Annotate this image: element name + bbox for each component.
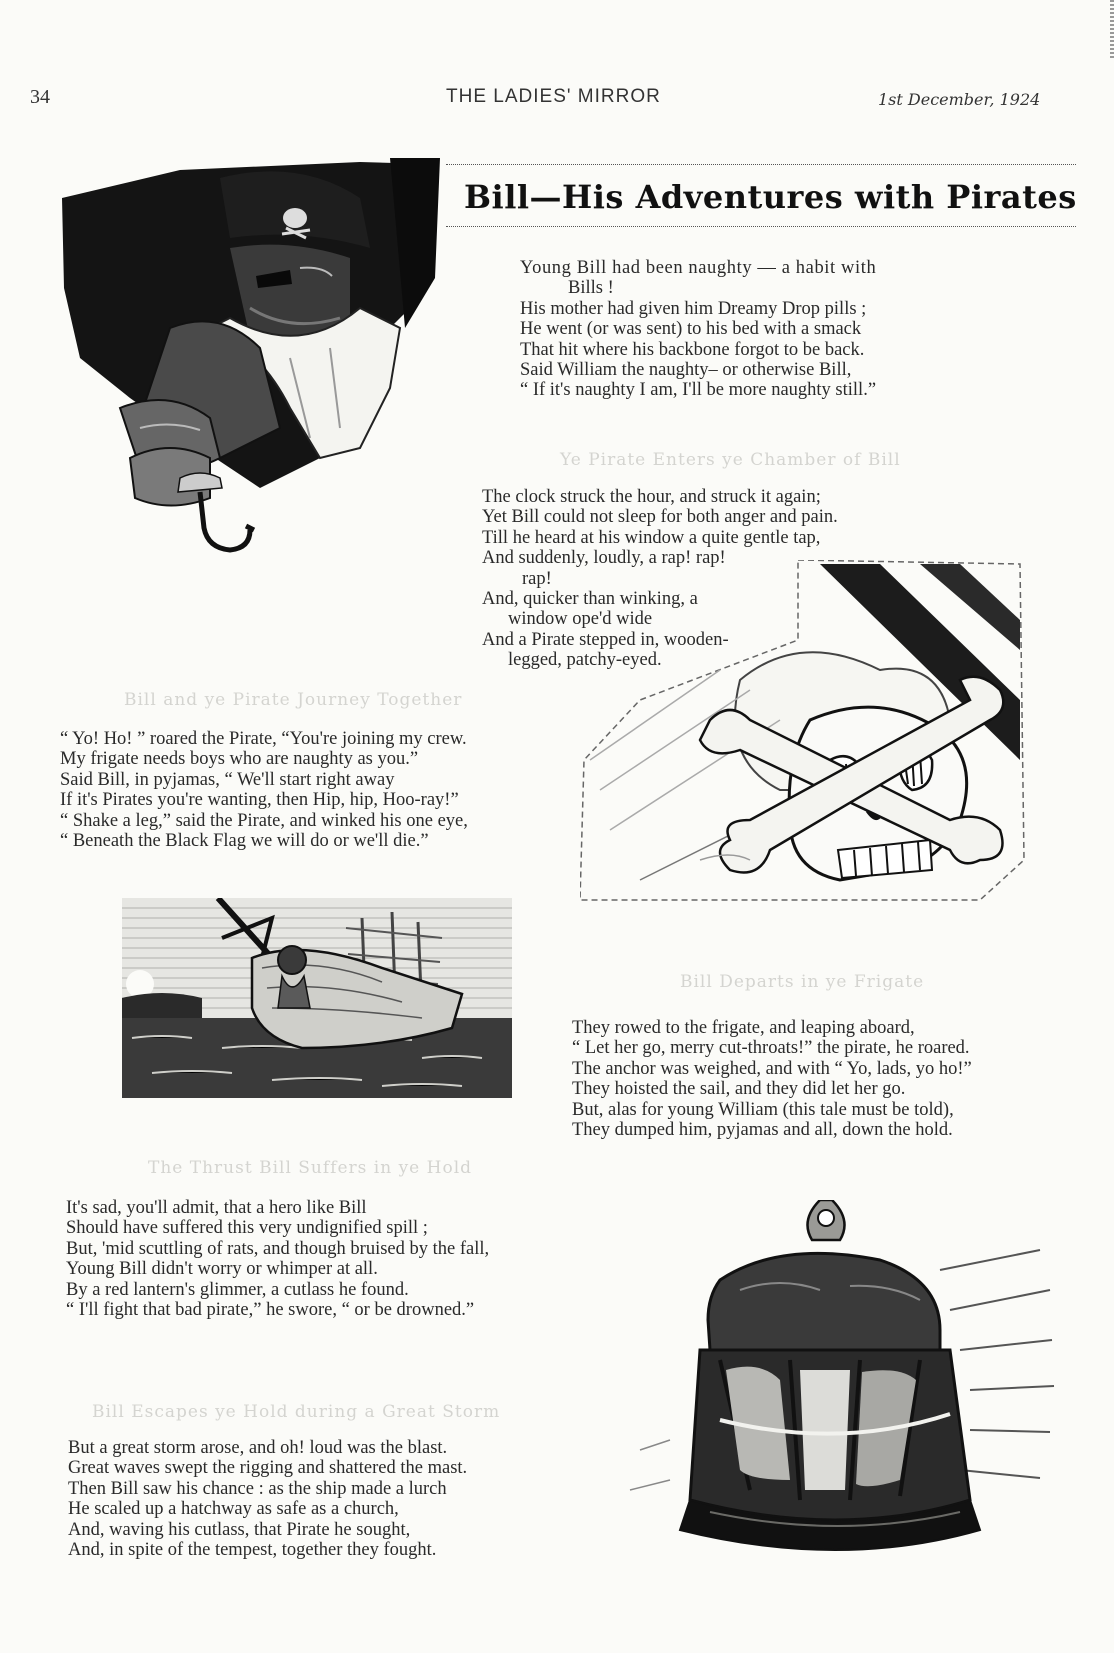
page-edge-marks bbox=[1110, 0, 1114, 60]
title-rule-bottom bbox=[446, 226, 1076, 227]
verse-line: rap! bbox=[522, 568, 552, 589]
verse-line: They dumped him, pyjamas and all, down the hold. bbox=[572, 1120, 953, 1141]
verse-line: The anchor was weighed, and with “ Yo, lads, yo ho!” bbox=[572, 1058, 972, 1079]
verse-line: Should have suffered this very undignified spill ; bbox=[66, 1218, 428, 1239]
skull-crossbones-illustration bbox=[580, 560, 1040, 940]
verse-line: window ope'd wide bbox=[508, 609, 653, 630]
verse-line: Bills ! bbox=[568, 278, 614, 299]
verse-line: If it's Pirates you're wanting, then Hip, hip, Hoo-ray!” bbox=[60, 790, 459, 811]
faded-heading: The Thrust Bill Suffers in ye Hold bbox=[148, 1158, 473, 1178]
verse-line: But, alas for young William (this tale must be told), bbox=[572, 1099, 954, 1120]
faded-heading: Bill Departs in ye Frigate bbox=[680, 972, 925, 992]
issue-date: 1st December, 1924 bbox=[878, 90, 1041, 109]
stanza-6 bbox=[68, 1438, 467, 1560]
verse-line: His mother had given him Dreamy Drop pills ; bbox=[520, 298, 867, 319]
title-rule-top bbox=[446, 164, 1076, 165]
verse-line: Yet Bill could not sleep for both anger and pain. bbox=[482, 507, 838, 528]
verse-line: They hoisted the sail, and they did let her go. bbox=[572, 1079, 906, 1100]
verse-line: Then Bill saw his chance : as the ship made a lurch bbox=[68, 1478, 447, 1499]
verse-line: Said William the naughty– or otherwise Bill, bbox=[520, 360, 852, 381]
faded-heading: Bill Escapes ye Hold during a Great Storm bbox=[92, 1402, 501, 1422]
verse-line: “ Let her go, merry cut-throats!” the pirate, he roared. bbox=[572, 1038, 970, 1059]
verse-line: legged, patchy-eyed. bbox=[508, 650, 662, 671]
verse-line: “ Shake a leg,” said the Pirate, and winked his one eye, bbox=[60, 810, 468, 831]
verse-line: He went (or was sent) to his bed with a smack bbox=[520, 319, 862, 340]
page-number: 34 bbox=[30, 86, 50, 108]
stanza-3 bbox=[60, 729, 468, 851]
verse-line: “ Beneath the Black Flag we will do or we'll die.” bbox=[60, 831, 429, 852]
verse-line: And, quicker than winking, a bbox=[482, 589, 698, 610]
publication-title: THE LADIES' MIRROR bbox=[446, 86, 661, 107]
pirate-illustration bbox=[60, 158, 440, 578]
verse-line: But a great storm arose, and oh! loud was the blast. bbox=[68, 1438, 448, 1458]
verse-line: Young Bill had been naughty — a habit with bbox=[520, 258, 877, 278]
verse-line: Till he heard at his window a quite gentle tap, bbox=[482, 527, 821, 548]
verse-line: “ Yo! Ho! ” roared the Pirate, “You're joining my crew. bbox=[60, 729, 467, 749]
stanza-1 bbox=[520, 258, 876, 401]
verse-line: They rowed to the frigate, and leaping aboard, bbox=[572, 1018, 915, 1038]
verse-line: Young Bill didn't worry or whimper at all. bbox=[66, 1259, 378, 1280]
verse-line: And suddenly, loudly, a rap! rap! bbox=[482, 548, 726, 569]
lantern-illustration bbox=[600, 1200, 1060, 1570]
faded-heading: Ye Pirate Enters ye Chamber of Bill bbox=[560, 450, 901, 470]
stanza-5 bbox=[66, 1198, 489, 1320]
verse-line: Said Bill, in pyjamas, “ We'll start right away bbox=[60, 769, 395, 790]
ship-illustration bbox=[122, 898, 512, 1098]
verse-line: That hit where his backbone forgot to be back. bbox=[520, 339, 865, 360]
verse-line: By a red lantern's glimmer, a cutlass he found. bbox=[66, 1279, 409, 1300]
verse-line: And a Pirate stepped in, wooden- bbox=[482, 629, 729, 650]
stanza-4 bbox=[572, 1018, 972, 1140]
verse-line: But, 'mid scuttling of rats, and though bruised by the fall, bbox=[66, 1238, 490, 1259]
article-title: Bill—His Adventures with Pirates bbox=[464, 178, 1077, 216]
faded-heading: Bill and ye Pirate Journey Together bbox=[124, 690, 463, 710]
verse-line: And, in spite of the tempest, together they fought. bbox=[68, 1540, 437, 1561]
verse-line: The clock struck the hour, and struck it again; bbox=[482, 487, 821, 507]
verse-line: “ If it's naughty I am, I'll be more naughty still.” bbox=[520, 380, 877, 401]
verse-line: He scaled up a hatchway as safe as a church, bbox=[68, 1499, 399, 1520]
verse-line: “ I'll fight that bad pirate,” he swore, “ or be drowned.” bbox=[66, 1300, 475, 1321]
verse-line: It's sad, you'll admit, that a hero like Bill bbox=[66, 1198, 367, 1218]
verse-line: Great waves swept the rigging and shattered the mast. bbox=[68, 1458, 468, 1479]
verse-line: My frigate needs boys who are naughty as you.” bbox=[60, 749, 419, 770]
verse-line: And, waving his cutlass, that Pirate he sought, bbox=[68, 1519, 411, 1540]
